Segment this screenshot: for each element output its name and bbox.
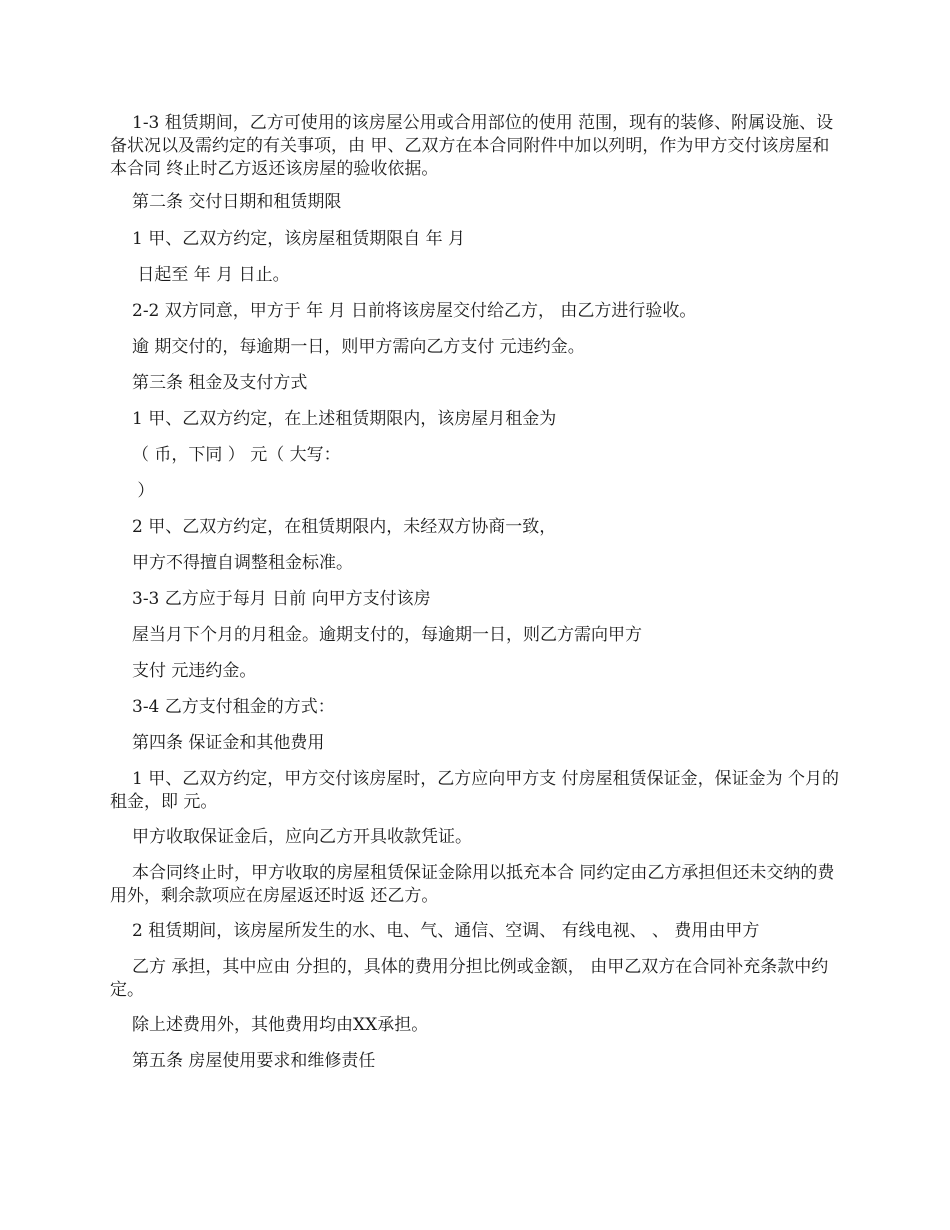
paragraph-4-2-cont: 乙方 承担，其中应由 分担的，具体的费用分担比例或金额， 由甲乙双方在合同补充条款中约定。	[110, 957, 829, 1000]
paragraph-3-1-currency: （ 币，下同 ） 元（ 大写：	[132, 445, 341, 465]
paragraph-2-1: 1 甲、乙双方约定，该房屋租赁期限自 年 月	[132, 229, 466, 249]
paragraph-3-2: 2 甲、乙双方约定，在租赁期限内，未经双方协商一致，	[132, 517, 557, 537]
paragraph-3-3-cont: 屋当月下个月的月租金。逾期支付的，每逾期一日，则乙方需向甲方	[132, 625, 642, 645]
paragraph-3-1: 1 甲、乙双方约定，在上述租赁期限内，该房屋月租金为	[132, 409, 557, 429]
paragraph-3-1-close: ）	[132, 481, 155, 501]
paragraph-4-2-other: 除上述费用外，其他费用均由XX承担。	[132, 1015, 429, 1035]
article-4-heading: 第四条 保证金和其他费用	[132, 733, 325, 753]
paragraph-4-1-receipt: 甲方收取保证金后，应向乙方开具收款凭证。	[132, 827, 472, 847]
paragraph-2-2: 2-2 双方同意，甲方于 年 月 日前将该房屋交付给乙方， 由乙方进行验收。	[132, 301, 697, 321]
paragraph-2-1-cont: 日起至 年 月 日止。	[132, 265, 290, 285]
paragraph-4-1-termination: 本合同终止时，甲方收取的房屋租赁保证金除用以抵充本合 同约定由乙方承担但还未交纳的费用外，剩余款项应在房屋返还时返 还乙方。	[110, 863, 835, 906]
paragraph-2-2-cont: 逾 期交付的，每逾期一日，则甲方需向乙方支付 元违约金。	[132, 337, 585, 357]
article-5-heading: 第五条 房屋使用要求和维修责任	[132, 1051, 376, 1071]
paragraph-3-3-penalty: 支付 元违约金。	[132, 661, 257, 681]
paragraph-1-3: 1-3 租赁期间，乙方可使用的该房屋公用或合用部位的使用 范围，现有的装修、附属设施、设备状况以及需约定的有关事项，由 甲、乙双方在本合同附件中加以列明，作为甲方交付该房屋和本合同 终止时乙方返还该房屋的验收依据。	[110, 113, 834, 179]
paragraph-4-2: 2 租赁期间，该房屋所发生的水、电、气、通信、空调、 有线电视、 、 费用由甲方	[132, 921, 760, 941]
paragraph-3-2-cont: 甲方不得擅自调整租金标准。	[132, 553, 353, 573]
article-2-heading: 第二条 交付日期和租赁期限	[132, 192, 342, 212]
article-3-heading: 第三条 租金及支付方式	[132, 373, 308, 393]
paragraph-4-1: 1 甲、乙双方约定，甲方交付该房屋时，乙方应向甲方支 付房屋租赁保证金，保证金为 个月的租金，即 元。	[110, 769, 840, 812]
paragraph-3-3: 3-3 乙方应于每月 日前 向甲方支付该房	[132, 589, 431, 609]
paragraph-3-4: 3-4 乙方支付租金的方式：	[132, 697, 335, 717]
